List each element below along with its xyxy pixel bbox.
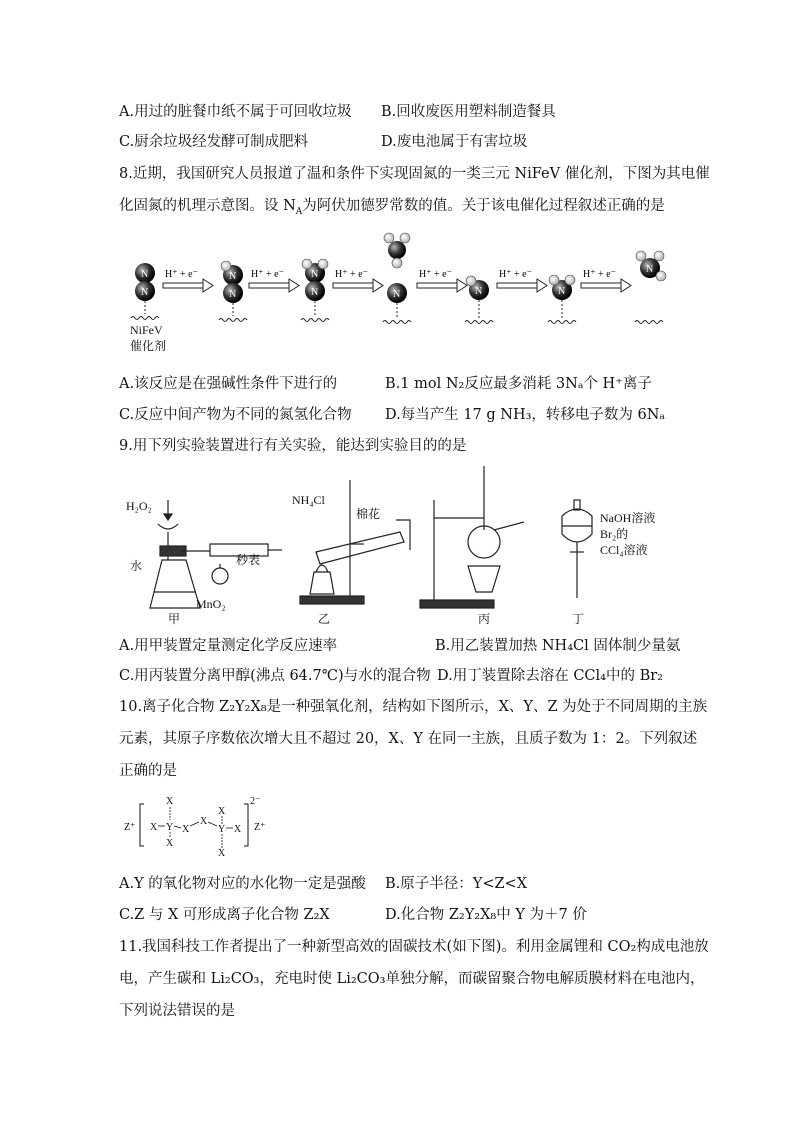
svg-text:N: N xyxy=(229,271,237,282)
svg-text:NaOH溶液: NaOH溶液 xyxy=(600,511,656,525)
stage-2-n2h xyxy=(219,261,247,322)
svg-text:Y: Y xyxy=(218,824,226,835)
q10-stem-line3: 正确的是 xyxy=(119,763,177,779)
q11-stem-line2: 电，产生碳和 Li₂CO₃，充电时使 Li₂CO₃单独分解，而碳留聚合物电解质膜材料在电池内， xyxy=(119,971,705,987)
svg-text:Z⁺: Z⁺ xyxy=(124,822,136,833)
svg-text:X: X xyxy=(218,806,226,817)
svg-text:H⁺ + e⁻: H⁺ + e⁻ xyxy=(499,269,532,280)
q9-option-d: D.用丁装置除去溶在 CCl₄中的 Br₂ xyxy=(437,668,663,684)
arrow-6 xyxy=(581,269,631,292)
svg-text:X: X xyxy=(150,822,158,833)
svg-text:MnO₂: MnO₂ xyxy=(196,597,226,611)
stage-5-nh xyxy=(465,276,493,324)
svg-text:丁: 丁 xyxy=(572,612,585,626)
q7-option-d: D.废电池属于有害垃圾 xyxy=(381,134,528,150)
svg-text:X: X xyxy=(166,838,174,849)
svg-text:2⁻: 2⁻ xyxy=(250,796,261,807)
svg-text:CCl₄溶液: CCl₄溶液 xyxy=(600,543,648,557)
q9-option-a: A.用甲装置定量测定化学反应速率 xyxy=(119,638,338,654)
svg-text:X: X xyxy=(218,848,226,859)
q8-stem-line2: 化固氮的机理示意图。设 $N_A$为阿伏加德罗常数的值。关于该电催化过程叙述正确的是 xyxy=(119,198,665,217)
svg-text:H⁺ + e⁻: H⁺ + e⁻ xyxy=(583,269,616,280)
q8-stem-line1: 8.近期，我国研究人员报道了温和条件下实现固氮的一类三元 NiFeV 催化剂，下图为其电催 xyxy=(119,166,710,182)
svg-text:甲: 甲 xyxy=(168,612,181,626)
q8-option-a: A.该反应是在强碱性条件下进行的 xyxy=(119,376,338,392)
arrow-1 xyxy=(163,269,213,292)
svg-text:棉花: 棉花 xyxy=(356,507,381,521)
svg-text:X: X xyxy=(234,824,242,835)
stage-6-nh2 xyxy=(548,275,576,324)
svg-text:N: N xyxy=(558,286,566,297)
apparatus-ding xyxy=(562,500,655,626)
q7-option-c: C.厨余垃圾经发酵可制成肥料 xyxy=(119,134,309,150)
svg-text:乙: 乙 xyxy=(318,612,331,626)
q8-option-b: B.1 mol N₂反应最多消耗 3Nₐ个 H⁺离子 xyxy=(385,376,652,392)
q10-structure-figure xyxy=(120,790,280,860)
svg-text:N: N xyxy=(141,287,149,298)
apparatus-jia xyxy=(126,499,282,626)
svg-text:H⁺ + e⁻: H⁺ + e⁻ xyxy=(419,269,452,280)
stage-1-n2 xyxy=(130,263,166,353)
svg-text:H⁺ + e⁻: H⁺ + e⁻ xyxy=(335,269,368,280)
q9-option-c: C.用丙装置分离甲醇(沸点 64.7℃)与水的混合物 xyxy=(119,668,431,684)
q8-mechanism-figure xyxy=(125,228,675,363)
stage-7-nh3 xyxy=(635,251,666,324)
stage-3-n2h2 xyxy=(301,259,329,322)
svg-text:Z⁺: Z⁺ xyxy=(254,822,266,833)
arrow-2 xyxy=(249,269,299,292)
q10-stem-line2: 元素，其原子序数依次增大且不超过 20，X、Y 在同一主族，且质子数为 1：2。下列叙述 xyxy=(119,731,698,747)
svg-text:水: 水 xyxy=(130,559,143,573)
arrow-3 xyxy=(333,269,383,292)
svg-text:H⁺ + e⁻: H⁺ + e⁻ xyxy=(165,269,198,280)
stage-4-nh3-release xyxy=(383,233,411,324)
arrow-4 xyxy=(417,269,467,292)
q8-option-c: C.反应中间产物为不同的氮氢化合物 xyxy=(119,407,352,423)
svg-text:N: N xyxy=(475,286,483,297)
apparatus-yi xyxy=(292,480,410,626)
q9-apparatus-figure xyxy=(120,460,680,630)
svg-text:NiFeV: NiFeV xyxy=(130,323,163,337)
svg-text:N: N xyxy=(646,264,654,275)
svg-text:N: N xyxy=(141,269,149,280)
q11-stem-line1: 11.我国科技工作者提出了一种新型高效的固碳技术(如下图)。利用金属锂和 CO₂构成电池放 xyxy=(119,939,709,955)
q9-stem: 9.用下列实验装置进行有关实验，能达到实验目的的是 xyxy=(119,438,467,454)
svg-text:N: N xyxy=(311,269,319,280)
q8-option-d: D.每当产生 17 g NH₃，转移电子数为 6Nₐ xyxy=(385,407,666,423)
svg-text:Y: Y xyxy=(166,822,174,833)
apparatus-bing xyxy=(420,466,524,626)
q10-option-a: A.Y 的氧化物对应的水化物一定是强酸 xyxy=(119,876,366,892)
svg-text:X: X xyxy=(200,816,208,827)
svg-text:Br₂的: Br₂的 xyxy=(600,527,629,541)
q10-stem-line1: 10.离子化合物 Z₂Y₂X₈是一种强氧化剂，结构如下图所示，X、Y、Z 为处于不同周期的主族 xyxy=(119,699,708,715)
q7-option-a: A.用过的脏餐巾纸不属于可回收垃圾 xyxy=(119,104,352,120)
svg-text:催化剂: 催化剂 xyxy=(130,339,167,353)
q10-option-c: C.Z 与 X 可形成离子化合物 Z₂X xyxy=(119,907,330,923)
svg-text:秒表: 秒表 xyxy=(236,553,261,567)
svg-text:X: X xyxy=(166,796,174,807)
svg-text:H₂O₂: H₂O₂ xyxy=(126,499,152,513)
svg-text:X: X xyxy=(182,824,190,835)
q10-option-d: D.化合物 Z₂Y₂X₈中 Y 为＋7 价 xyxy=(385,907,587,923)
svg-text:丙: 丙 xyxy=(478,612,491,626)
q9-option-b: B.用乙装置加热 NH₄Cl 固体制少量氨 xyxy=(435,638,681,654)
arrow-5 xyxy=(497,269,547,292)
q10-option-b: B.原子半径：Y<Z<X xyxy=(385,876,528,892)
svg-text:N: N xyxy=(393,289,401,300)
q11-stem-line3: 下列说法错误的是 xyxy=(119,1003,235,1019)
q7-option-b: B.回收废医用塑料制造餐具 xyxy=(381,104,556,120)
svg-text:NH₄Cl: NH₄Cl xyxy=(292,493,325,507)
svg-text:H⁺ + e⁻: H⁺ + e⁻ xyxy=(251,269,284,280)
svg-text:N: N xyxy=(311,287,319,298)
svg-text:N: N xyxy=(229,289,237,300)
